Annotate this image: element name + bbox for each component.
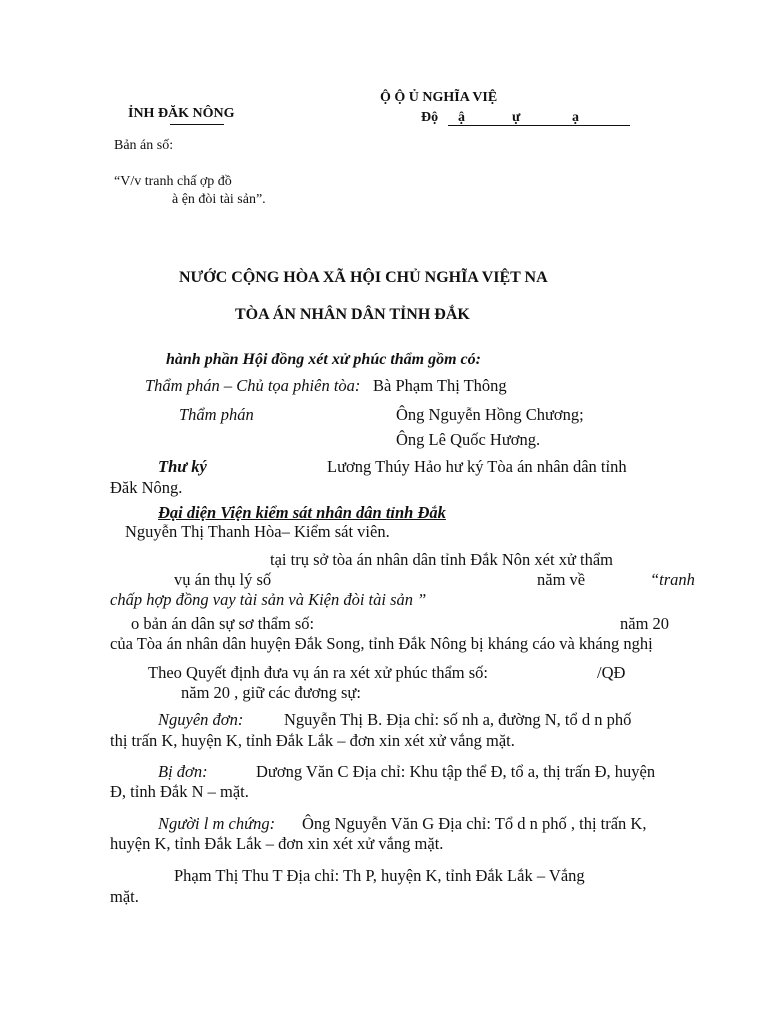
first-instance-judgment: o bản án dân sự sơ thẩm số: [131,614,315,633]
plaintiff-details-cont: thị trấn K, huyện K, tỉnh Đắk Lắk – đơn xin xét xử vắng mặt. [110,731,515,750]
motto-word-1: Độ [421,110,439,125]
first-instance-year: năm 20 [620,614,670,633]
clerk-text-cont: Đăk Nông. [110,478,183,497]
national-title: Ộ Ộ Ủ NGHĨA VIỆ [380,90,498,105]
court-title: TÒA ÁN NHÂN DÂN TỈNH ĐẮK [235,306,470,323]
motto-word-2: ậ [458,110,465,125]
decision-reference: Theo Quyết định đưa vụ án ra xét xử phúc thẩm số: [148,663,489,682]
hearing-subject-start: “tranh [650,570,695,589]
presiding-judge-name: Bà Phạm Thị Thông [373,376,507,395]
decision-year-parties: năm 20 , giữ các đương sự: [181,683,361,702]
header-left-rule [170,124,224,125]
hearing-year-about: năm về [537,570,586,589]
second-witness-details-cont: mặt. [110,887,139,906]
judge-name-1: Ông Nguyễn Hồng Chương; [396,405,584,424]
procuracy-person: Nguyễn Thị Thanh Hòa– Kiểm sát viên. [125,522,390,541]
plaintiff-details: Nguyễn Thị B. Địa chỉ: số nh a, đường N, tổ d n phố [284,710,632,729]
presiding-judge-role: Thẩm phán – Chủ tọa phiên tòa: [145,376,361,395]
motto-rule [448,125,630,126]
judge-role: Thẩm phán [179,405,254,424]
judgment-number: Bản án số: [114,138,174,153]
judge-name-2: Ông Lê Quốc Hương. [396,430,541,449]
issuing-court: ỈNH ĐĂK NÔNG [128,106,235,121]
defendant-role: Bị đơn: [158,762,208,781]
hearing-case-no: vụ án thụ lý số [174,570,272,589]
clerk-text: Lương Thúy Hảo hư ký Tòa án nhân dân tỉnh [327,457,627,476]
witness-details: Ông Nguyễn Văn G Địa chỉ: Tổ d n phố , thị trấn K, [302,814,647,833]
procuracy-heading: Đại diện Viện kiểm sát nhân dân tỉnh Đắk [158,503,446,522]
panel-heading: hành phần Hội đồng xét xử phúc thẩm gồm có: [166,351,481,368]
motto-word-4: ạ [572,110,579,125]
witness-role: Người l m chứng: [158,814,276,833]
second-witness-details: Phạm Thị Thu T Địa chỉ: Th P, huyện K, tỉnh Đắk Lắk – Vắng [174,866,585,885]
country-title: NƯỚC CỘNG HÒA XÃ HỘI CHỦ NGHĨA VIỆT NA [179,269,548,286]
clerk-role: Thư ký [158,457,207,476]
subject-line-1: “V/v tranh chấ ợp đồ [114,174,232,189]
appeal-statement: của Tòa án nhân dân huyện Đắk Song, tỉnh Đắk Nông bị kháng cáo và kháng nghị [110,634,653,653]
witness-details-cont: huyện K, tỉnh Đắk Lắk – đơn xin xét xử vắng mặt. [110,834,444,853]
hearing-line-1: tại trụ sở tòa án nhân dân tỉnh Đắk Nôn xét xử thẩm [270,550,614,569]
decision-suffix: /QĐ [597,663,626,682]
subject-line-2: à ện đòi tài sản”. [172,192,266,207]
defendant-details: Dương Văn C Địa chỉ: Khu tập thể Đ, tổ a, thị trấn Đ, huyện [256,762,656,781]
plaintiff-role: Nguyên đơn: [158,710,244,729]
hearing-subject: chấp hợp đồng vay tài sản và Kiện đòi tài sản ” [110,590,427,609]
defendant-details-cont: Đ, tỉnh Đắk N – mặt. [110,782,249,801]
motto-word-3: ự [512,110,521,125]
